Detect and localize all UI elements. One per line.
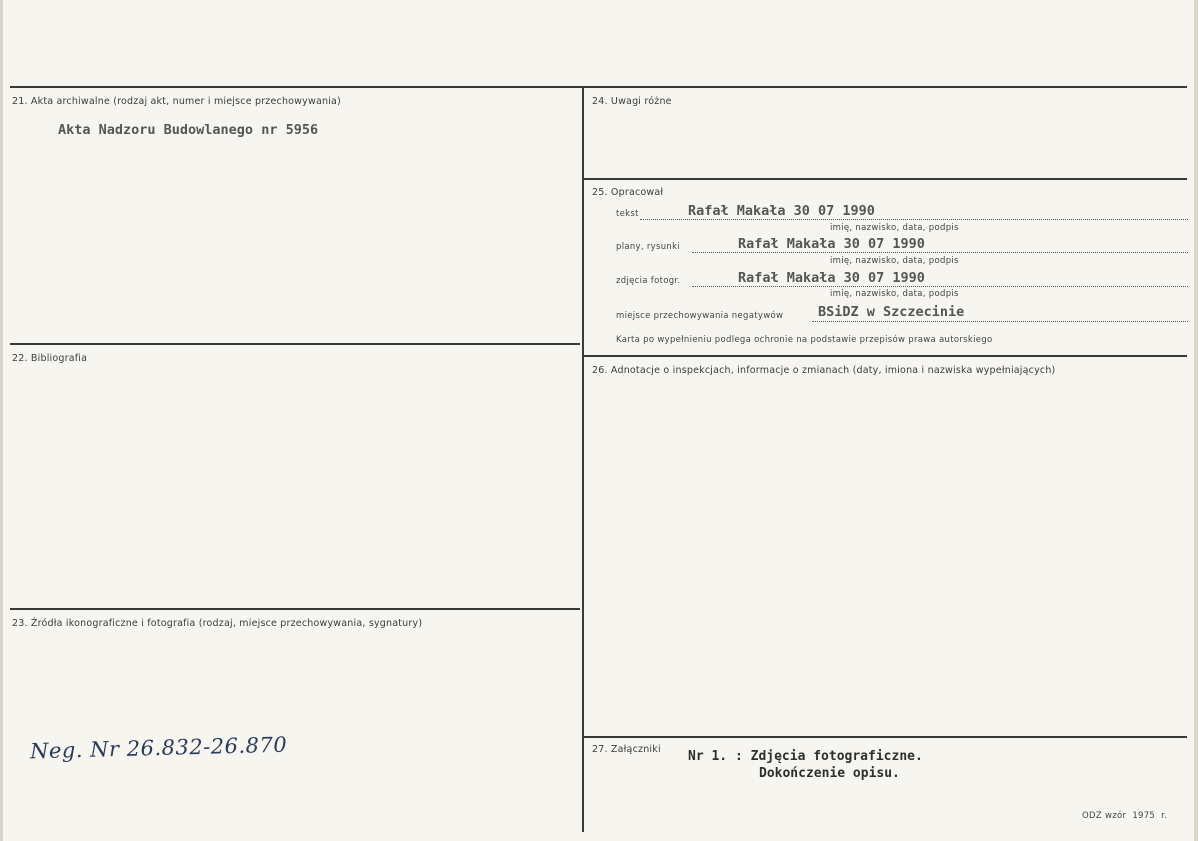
attachments-line-2: Dokończenie opisu. bbox=[759, 766, 900, 781]
author-photos-dots bbox=[692, 286, 1188, 287]
rule-21-22 bbox=[10, 343, 580, 345]
author-plans-label: plany, rysunki bbox=[616, 242, 680, 252]
negatives-location-label: miejsce przechowywania negatywów bbox=[616, 311, 784, 321]
author-plans-dots bbox=[692, 252, 1188, 253]
author-photos-sublabel: imię, nazwisko, data, podpis bbox=[830, 289, 959, 299]
rule-24-25 bbox=[584, 178, 1187, 180]
author-text-dots bbox=[640, 219, 1188, 220]
rule-25-26 bbox=[584, 355, 1187, 357]
section-24-label: 24. Uwagi różne bbox=[592, 96, 672, 107]
rule-22-23 bbox=[10, 608, 580, 610]
section-21-label: 21. Akta archiwalne (rodzaj akt, numer i miejsce przechowywania) bbox=[12, 96, 341, 107]
section-21-value: Akta Nadzoru Budowlanego nr 5956 bbox=[58, 122, 319, 138]
section-23-label: 23. Źródła ikonograficzne i fotografia (rodzaj, miejsce przechowywania, sygnatury) bbox=[12, 618, 423, 629]
form-code bbox=[1082, 811, 1167, 821]
section-25-label: 25. Opracował bbox=[592, 187, 664, 198]
author-photos-value: Rafał Makała 30 07 1990 bbox=[738, 270, 925, 286]
author-photos-label: zdjęcia fotogr. bbox=[616, 276, 681, 286]
section-27-label: 27. Załączniki bbox=[592, 744, 661, 755]
form-word: wzór bbox=[1104, 811, 1127, 821]
author-text-label: tekst bbox=[616, 209, 639, 219]
section-22-label: 22. Bibliografia bbox=[12, 353, 88, 364]
rule-26-27 bbox=[584, 736, 1187, 738]
negatives-location-dots bbox=[812, 321, 1188, 322]
form-suffix: r. bbox=[1161, 811, 1168, 821]
copyright-note: Karta po wypełnieniu podlega ochronie na podstawie przepisów prawa autorskiego bbox=[616, 335, 993, 345]
form-year: 1975 bbox=[1132, 811, 1156, 821]
author-text-sublabel: imię, nazwisko, data, podpis bbox=[830, 223, 959, 233]
card-right-edge bbox=[1194, 0, 1198, 841]
negatives-location-value: BSiDZ w Szczecinie bbox=[818, 304, 965, 320]
form-code-text: ODZ bbox=[1082, 811, 1102, 821]
center-divider bbox=[582, 86, 584, 832]
card-left-edge bbox=[0, 0, 3, 841]
section-26-label: 26. Adnotacje o inspekcjach, informacje o zmianach (daty, imiona i nazwiska wypełniających) bbox=[592, 365, 1056, 376]
top-rule bbox=[10, 86, 1187, 88]
author-text-value: Rafał Makała 30 07 1990 bbox=[688, 203, 875, 219]
author-plans-value: Rafał Makała 30 07 1990 bbox=[738, 236, 925, 252]
attachments-line-1: Nr 1. : Zdjęcia fotograficzne. bbox=[688, 749, 923, 764]
author-plans-sublabel: imię, nazwisko, data, podpis bbox=[830, 256, 959, 266]
handwritten-negative-numbers: Neg. Nr 26.832-26.870 bbox=[29, 732, 288, 764]
